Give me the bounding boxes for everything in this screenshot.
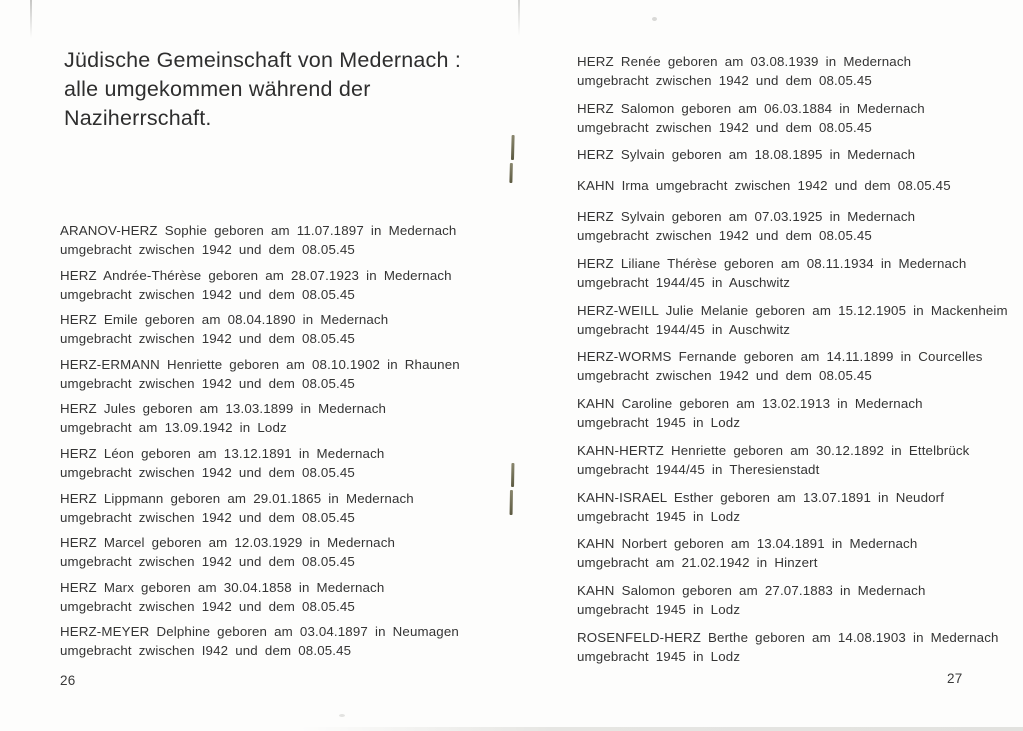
entry-line1: HERZ-WEILL Julie Melanie geboren am 15.12.1905 in Mackenheim [577,302,1008,318]
entry-line2: umgebracht 1945 in Lodz [577,648,741,664]
entry-line2: umgebracht 1944/45 in Auschwitz [577,321,791,337]
entry-line1: HERZ Sylvain geboren am 18.08.1895 in Medernach [577,147,916,163]
memorial-entry [577,628,1023,666]
entry-line2: umgebracht zwischen 1942 und dem 08.05.45 [60,464,355,480]
entry-line2: umgebracht 1945 in Lodz [577,601,741,617]
entry-line2: umgebracht 1944/45 in Theresienstadt [577,461,820,477]
entry-line1: HERZ-WORMS Fernande geboren am 14.11.1899 in Courcelles [577,349,983,365]
entry-line1: HERZ Marcel geboren am 12.03.1929 in Medernach [60,535,396,551]
entry-line2: umgebracht zwischen 1942 und dem 08.05.45 [60,286,355,302]
entry-line1: HERZ Andrée-Thérèse geboren am 28.07.1923 in Medernach [60,267,452,283]
center-fold-line [518,0,520,36]
paper-speck [339,714,345,717]
entry-line1: ROSENFELD-HERZ Berthe geboren am 14.08.1903 in Medernach [577,629,999,645]
memorial-entry [577,145,1023,164]
entry-line1: KAHN-ISRAEL Esther geboren am 13.07.1891 in Neudorf [577,489,945,505]
memorial-entry [577,301,1023,339]
memorial-entry [577,581,1023,619]
entry-line2: umgebracht zwischen 1942 und dem 08.05.45 [60,242,355,257]
staple-segment [511,463,514,487]
entry-line2: umgebracht zwischen 1942 und dem 08.05.45 [60,554,355,570]
entry-line2: umgebracht 1945 in Lodz [577,508,741,524]
entry-line1: HERZ-ERMANN Henriette geboren am 08.10.1902 in Rhaunen [60,356,460,372]
memorial-entry [60,533,510,571]
staple-segment [510,490,513,515]
memorial-entry [60,310,510,348]
entry-line2: umgebracht am 13.09.1942 in Lodz [60,420,287,436]
entry-line1: KAHN-HERTZ Henriette geboren am 30.12.1892 in Ettelbrück [577,442,970,458]
entry-line1: HERZ Emile geboren am 08.04.1890 in Medernach [60,312,389,328]
entry-line1: HERZ Renée geboren am 03.08.1939 in Medernach [577,54,912,69]
page-number-27: 27 [947,671,963,686]
memorial-entry [577,52,1023,90]
memorial-entry [577,488,1023,526]
paper-speck [652,17,657,21]
memorial-entry [577,394,1023,432]
entry-line1: KAHN Caroline geboren am 13.02.1913 in Medernach [577,396,923,412]
entry-line2: umgebracht zwischen 1942 und dem 08.05.45 [60,375,355,391]
entry-line2: umgebracht zwischen 1942 und dem 08.05.45 [60,598,355,614]
memorial-entry [577,176,1023,195]
entry-line2: umgebracht zwischen 1942 und dem 08.05.45 [60,509,355,525]
entry-line2: umgebracht zwischen 1942 und dem 08.05.45 [577,119,872,135]
entry-line1: HERZ Lippmann geboren am 29.01.1865 in Medernach [60,490,414,506]
entry-line1: HERZ-MEYER Delphine geboren am 03.04.1897 in Neumagen [60,624,459,640]
entry-line1: HERZ Sylvain geboren am 07.03.1925 in Medernach [577,209,916,225]
entry-line2: umgebracht zwischen 1942 und dem 08.05.45 [577,73,872,88]
memorial-entry [577,207,1023,245]
entry-line1: HERZ Liliane Thérèse geboren am 08.11.1934 in Medernach [577,256,967,272]
memorial-entry [577,441,1023,479]
entry-line1: KAHN Irma umgebracht zwischen 1942 und dem 08.05.45 [577,178,951,194]
memorial-entry [60,266,510,304]
entry-line2: umgebracht zwischen 1942 und dem 08.05.45 [577,228,872,244]
staple-segment [511,135,514,160]
memorial-entry [60,355,510,393]
title-line-3: Naziherrschaft. [64,106,212,130]
memorial-entry [60,622,510,660]
binding-staple-bottom-icon [511,463,516,515]
entry-line2: umgebracht am 21.02.1942 in Hinzert [577,555,818,571]
memorial-entry [577,254,1023,292]
page-title [64,46,461,133]
memorial-entry [60,444,510,482]
memorial-entries-right [577,52,1023,674]
left-page-edge-line [30,0,32,38]
binding-staple-top-icon [510,135,515,183]
entry-line1: HERZ Jules geboren am 13.03.1899 in Medernach [60,401,387,417]
page-number-26: 26 [60,673,76,688]
memorial-entry [60,489,510,527]
staple-segment [509,163,512,183]
entry-line2: umgebracht zwischen 1942 und dem 08.05.45 [60,331,355,347]
memorial-entries-left [60,221,510,667]
entry-line2: umgebracht 1945 in Lodz [577,415,741,431]
entry-line1: KAHN Salomon geboren am 27.07.1883 in Medernach [577,582,926,598]
entry-line1: HERZ Léon geboren am 13.12.1891 in Medernach [60,445,385,461]
entry-line1: ARANOV-HERZ Sophie geboren am 11.07.1897 in Medernach [60,223,457,238]
memorial-entry [60,578,510,616]
entry-line1: KAHN Norbert geboren am 13.04.1891 in Medernach [577,536,918,552]
title-line-2: alle umgekommen während der [64,77,371,101]
title-line-1: Jüdische Gemeinschaft von Medernach : [64,48,461,72]
entry-line1: HERZ Salomon geboren am 06.03.1884 in Medernach [577,100,925,116]
entry-line2: umgebracht 1944/45 in Auschwitz [577,275,791,291]
entry-line1: HERZ Marx geboren am 30.04.1858 in Medernach [60,579,385,595]
bottom-edge-shadow [300,727,1023,731]
memorial-entry [577,99,1023,137]
memorial-entry [60,221,510,259]
memorial-entry [577,534,1023,572]
entry-line2: umgebracht zwischen 1942 und dem 08.05.45 [577,368,872,384]
memorial-entry [577,347,1023,385]
entry-line2: umgebracht zwischen I942 und dem 08.05.45 [60,643,352,659]
memorial-entry [60,399,510,437]
